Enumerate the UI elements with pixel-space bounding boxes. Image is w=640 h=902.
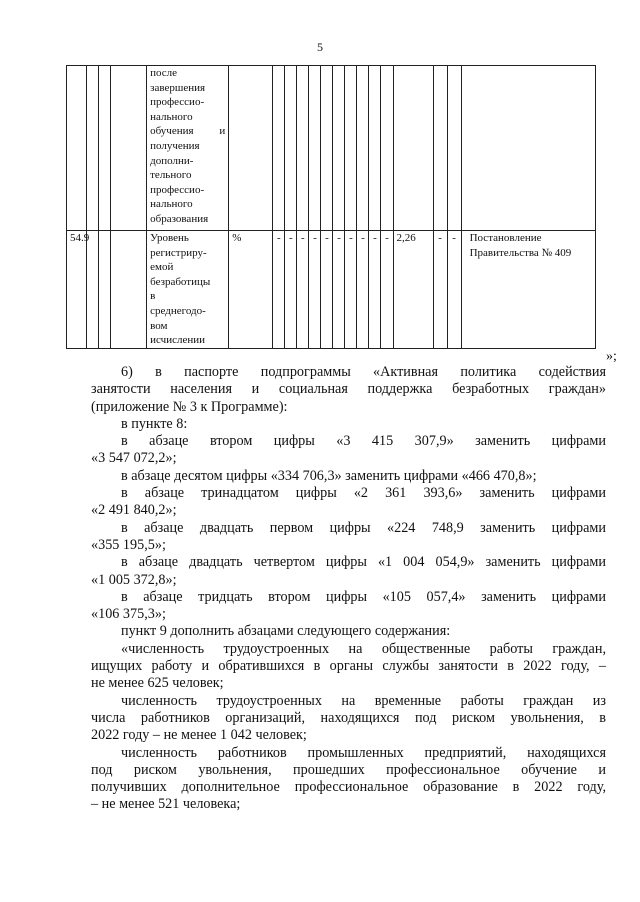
page-number: 5	[317, 40, 323, 54]
text-line: Правительства № 409	[469, 246, 572, 259]
text-line: после	[150, 67, 178, 79]
paragraph: численность трудоустроенных на временные работы граждан из	[121, 692, 606, 709]
text-line: регистриру-	[150, 246, 207, 259]
cell-dash: -	[273, 231, 285, 349]
cell-dash: -	[309, 231, 321, 349]
paragraph: «численность трудоустроенных на общественные работы граждан,	[121, 640, 606, 657]
text-line: исчислении	[150, 334, 206, 347]
paragraph: численность работников промышленных предприятий, находящихся	[121, 744, 606, 761]
cell-indicator-name	[147, 231, 229, 349]
indicators-table	[66, 65, 596, 349]
paragraph-line: «355 195,5»;	[91, 536, 166, 553]
cell-dash: -	[447, 231, 461, 349]
text-line: получения	[150, 139, 200, 152]
cell-dash: -	[321, 231, 333, 349]
paragraph: в абзаце двадцать первом цифры «224 748,9 заменить цифрами	[121, 519, 606, 536]
table-row-54-9	[67, 231, 596, 349]
text-line: безработицы	[150, 275, 211, 288]
table-row-continuation	[67, 66, 596, 231]
text-line: нального	[150, 110, 193, 123]
cell-num: 54.9	[67, 231, 87, 349]
paragraph-line: «3 547 072,2»;	[91, 450, 177, 467]
text-line: Уровень	[150, 232, 189, 244]
text-line: обучения и	[150, 125, 226, 138]
cell-dash: -	[357, 231, 369, 349]
paragraph: в абзаце двадцать четвертом цифры «1 004 054,9» заменить цифрами	[121, 554, 606, 571]
text-line: образования	[150, 212, 209, 225]
paragraph-line: – не менее 521 человека;	[91, 796, 241, 813]
cell-value-2022: 2,26	[393, 231, 433, 349]
text-line: дополни-	[150, 154, 194, 167]
cell-dash: -	[369, 231, 381, 349]
paragraph-line: 2022 году – не менее 1 042 человек;	[91, 727, 307, 744]
body-text	[91, 364, 606, 814]
cell-dash: -	[381, 231, 393, 349]
cell-dash: -	[285, 231, 297, 349]
cell-unit: %	[229, 231, 273, 349]
paragraph-line: «106 375,3»;	[91, 606, 166, 623]
text-line: завершения	[150, 81, 206, 94]
paragraph-line: числа работников организаций, находящихся под риском увольнения, в	[91, 709, 606, 726]
cell-dash: -	[297, 231, 309, 349]
text-line: профессио-	[150, 183, 205, 196]
paragraph-line: ищущих работу и обратившихся в органы службы занятости в 2022 году, –	[91, 658, 606, 675]
paragraph: в пункте 8:	[121, 415, 188, 432]
cell-num	[67, 66, 87, 231]
text-line: в	[150, 290, 156, 303]
paragraph-6: 6) в паспорте подпрограммы «Активная политика содействия	[121, 364, 606, 380]
cell-indicator-name	[147, 66, 229, 231]
paragraph-line: получивших дополнительное профессиональное образование в 2022 году,	[91, 779, 606, 796]
paragraph-line: «2 491 840,2»;	[91, 502, 177, 519]
closing-quote: »;	[606, 349, 617, 364]
text-line: вом	[150, 319, 168, 332]
paragraph-line: (приложение № 3 к Программе):	[91, 398, 288, 415]
cell-source	[461, 231, 595, 349]
cell-dash: -	[345, 231, 357, 349]
paragraph-line: под риском увольнения, прошедших профессиональное обучение и	[91, 761, 606, 778]
text-line: тельного	[150, 169, 192, 182]
cell-dash: -	[433, 231, 447, 349]
text-line: емой	[150, 261, 174, 274]
paragraph-line: занятости населения и социальная поддержка безработных граждан»	[91, 381, 606, 398]
paragraph-line: не менее 625 человек;	[91, 675, 224, 692]
text-line: нального	[150, 198, 193, 211]
paragraph: в абзаце десятом цифры «334 706,3» заменить цифрами «466 470,8»;	[121, 467, 537, 484]
text-line: профессио-	[150, 96, 205, 109]
paragraph: в абзаце втором цифры «3 415 307,9» заменить цифрами	[121, 433, 606, 450]
paragraph: в абзаце тринадцатом цифры «2 361 393,6» заменить цифрами	[121, 485, 606, 502]
cell-dash: -	[333, 231, 345, 349]
text-line: среднегодо-	[150, 304, 206, 317]
text-line: Постановление	[469, 232, 542, 244]
paragraph: пункт 9 дополнить абзацами следующего содержания:	[121, 623, 451, 640]
paragraph-line: «1 005 372,8»;	[91, 571, 177, 588]
paragraph: в абзаце тридцать втором цифры «105 057,4» заменить цифрами	[121, 588, 606, 605]
